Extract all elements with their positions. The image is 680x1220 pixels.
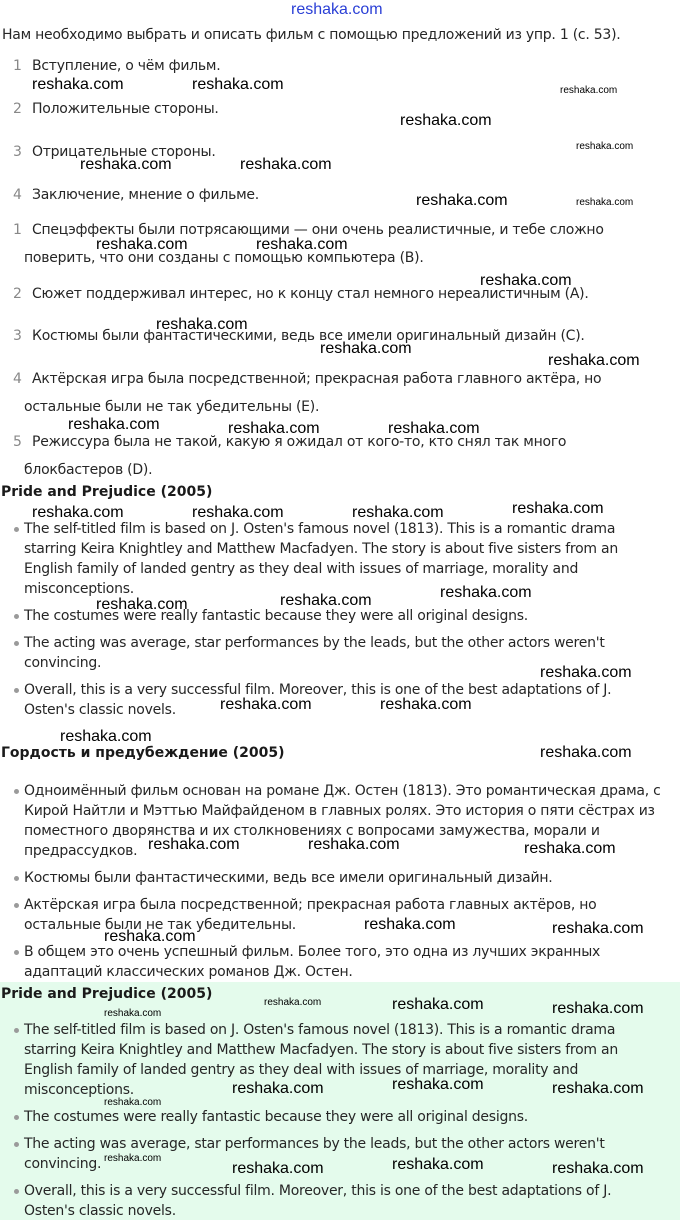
review-line: Костюмы были фантастическими, ведь все имели оригинальный дизайн. bbox=[24, 870, 553, 886]
watermark: reshaka.com bbox=[380, 696, 472, 713]
bullet-dot bbox=[14, 903, 19, 908]
watermark: reshaka.com bbox=[548, 352, 640, 369]
plan-number: 1 bbox=[13, 58, 22, 74]
phrase-line: Костюмы были фантастическими, ведь все имели оригинальный дизайн (C). bbox=[32, 328, 585, 344]
watermark: reshaka.com bbox=[560, 85, 618, 96]
watermark: reshaka.com bbox=[96, 596, 188, 613]
watermark: reshaka.com bbox=[232, 1080, 324, 1097]
review-line: Актёрская игра была посредственной; прекрасная работа главных актёров, но bbox=[24, 897, 597, 913]
plan-item: Положительные стороны. bbox=[32, 101, 219, 117]
review-line: Osten's classic novels. bbox=[24, 702, 176, 718]
watermark: reshaka.com bbox=[96, 236, 188, 253]
plan-item: Вступление, о чём фильм. bbox=[32, 58, 221, 74]
phrase-line: остальные были не так убедительны (E). bbox=[24, 399, 320, 415]
watermark: reshaka.com bbox=[308, 836, 400, 853]
watermark: reshaka.com bbox=[104, 928, 196, 945]
watermark: reshaka.com bbox=[364, 916, 456, 933]
bullet-dot bbox=[14, 789, 19, 794]
watermark: reshaka.com bbox=[104, 1097, 162, 1108]
watermark: reshaka.com bbox=[148, 836, 240, 853]
review-line: поместного дворянства и их столкновениях с вопросами замужества, морали и bbox=[24, 823, 600, 839]
phrase-line: Режиссура была не такой, какую я ожидал от кого-то, кто снял так много bbox=[32, 434, 567, 450]
watermark: reshaka.com bbox=[576, 197, 634, 208]
review-line: The costumes were really fantastic because they were all original designs. bbox=[24, 1109, 528, 1125]
plan-number: 2 bbox=[13, 101, 22, 117]
watermark: reshaka.com bbox=[512, 500, 604, 517]
bullet-dot bbox=[14, 614, 19, 619]
watermark: reshaka.com bbox=[104, 1153, 162, 1164]
watermark: reshaka.com bbox=[320, 340, 412, 357]
review-line: Кирой Найтли и Мэттью Майфайденом в главных ролях. Это история о пяти сёстрах из bbox=[24, 803, 655, 819]
bullet-dot bbox=[14, 1189, 19, 1194]
watermark: reshaka.com bbox=[60, 728, 152, 745]
watermark: reshaka.com bbox=[388, 420, 480, 437]
review-line: convincing. bbox=[24, 655, 102, 671]
phrase-line: Спецэффекты были потрясающими — они очень реалистичные, и тебе сложно bbox=[32, 222, 604, 238]
watermark: reshaka.com bbox=[192, 76, 284, 93]
bullet-dot bbox=[14, 1115, 19, 1120]
watermark: reshaka.com bbox=[192, 504, 284, 521]
bullet-dot bbox=[14, 688, 19, 693]
watermark: reshaka.com bbox=[256, 236, 348, 253]
watermark: reshaka.com bbox=[576, 141, 634, 152]
review-line: English family of landed gentry as they deal with issues of marriage, morality and bbox=[24, 1062, 579, 1078]
task-intro: Нам необходимо выбрать и описать фильм с помощью предложений из упр. 1 (с. 53). bbox=[2, 27, 621, 43]
review-title: Pride and Prejudice (2005) bbox=[1, 986, 213, 1002]
watermark: reshaka.com bbox=[392, 996, 484, 1013]
watermark: reshaka.com bbox=[524, 840, 616, 857]
bullet-dot bbox=[14, 1028, 19, 1033]
review-line: convincing. bbox=[24, 1156, 102, 1172]
watermark: reshaka.com bbox=[540, 664, 632, 681]
review-line: starring Keira Knightley and Matthew Macfadyen. The story is about five sisters from an bbox=[24, 541, 618, 557]
review-line: starring Keira Knightley and Matthew Macfadyen. The story is about five sisters from an bbox=[24, 1042, 618, 1058]
review-line: предрассудков. bbox=[24, 843, 138, 859]
phrase-number: 2 bbox=[13, 286, 22, 302]
review-line: The self-titled film is based on J. Osten's famous novel (1813). This is a romantic drama bbox=[24, 1022, 616, 1038]
bullet-dot bbox=[14, 1142, 19, 1147]
watermark: reshaka.com bbox=[264, 997, 322, 1008]
plan-number: 3 bbox=[13, 144, 22, 160]
watermark: reshaka.com bbox=[352, 504, 444, 521]
plan-item: Заключение, мнение о фильме. bbox=[32, 187, 259, 203]
watermark: reshaka.com bbox=[32, 76, 124, 93]
plan-number: 4 bbox=[13, 187, 22, 203]
phrase-number: 3 bbox=[13, 328, 22, 344]
watermark: reshaka.com bbox=[240, 156, 332, 173]
site-link[interactable]: reshaka.com bbox=[291, 1, 383, 18]
phrase-line: Сюжет поддерживал интерес, но к концу стал немного нереалистичным (A). bbox=[32, 286, 589, 302]
watermark: reshaka.com bbox=[540, 744, 632, 761]
review-line: адаптаций классических романов Дж. Остен. bbox=[24, 964, 353, 980]
watermark: reshaka.com bbox=[68, 416, 160, 433]
plan-item: Отрицательные стороны. bbox=[32, 144, 216, 160]
watermark: reshaka.com bbox=[392, 1076, 484, 1093]
watermark: reshaka.com bbox=[480, 272, 572, 289]
watermark: reshaka.com bbox=[228, 420, 320, 437]
review-line: The acting was average, star performances by the leads, but the other actors weren't bbox=[24, 1136, 605, 1152]
watermark: reshaka.com bbox=[440, 584, 532, 601]
watermark: reshaka.com bbox=[156, 316, 248, 333]
watermark: reshaka.com bbox=[104, 1008, 162, 1019]
review-line: English family of landed gentry as they deal with issues of marriage, morality and bbox=[24, 561, 579, 577]
phrase-line: поверить, что они созданы с помощью компьютера (B). bbox=[24, 250, 424, 266]
watermark: reshaka.com bbox=[232, 1160, 324, 1177]
review-line: В общем это очень успешный фильм. Более того, это одна из лучших экранных bbox=[24, 944, 601, 960]
review-line: misconceptions. bbox=[24, 1082, 134, 1098]
watermark: reshaka.com bbox=[80, 156, 172, 173]
review-line: The acting was average, star performances by the leads, but the other actors weren't bbox=[24, 635, 605, 651]
watermark: reshaka.com bbox=[392, 1156, 484, 1173]
bullet-dot bbox=[14, 876, 19, 881]
phrase-number: 5 bbox=[13, 434, 22, 450]
review-line: Одноимённый фильм основан на романе Дж. Остен (1813). Это романтическая драма, с bbox=[24, 783, 661, 799]
review-line: misconceptions. bbox=[24, 581, 134, 597]
phrase-number: 1 bbox=[13, 222, 22, 238]
review-line: остальные были не так убедительны. bbox=[24, 917, 296, 933]
review-line: Overall, this is a very successful film. Moreover, this is one of the best adaptations of J. bbox=[24, 682, 612, 698]
watermark: reshaka.com bbox=[552, 1160, 644, 1177]
review-line: Osten's classic novels. bbox=[24, 1203, 176, 1219]
review-title: Гордость и предубеждение (2005) bbox=[1, 745, 285, 761]
phrase-number: 4 bbox=[13, 371, 22, 387]
bullet-dot bbox=[14, 641, 19, 646]
watermark: reshaka.com bbox=[220, 696, 312, 713]
review-line: Overall, this is a very successful film. Moreover, this is one of the best adaptations of J. bbox=[24, 1183, 612, 1199]
watermark: reshaka.com bbox=[552, 920, 644, 937]
watermark: reshaka.com bbox=[552, 1000, 644, 1017]
phrase-line: блокбастеров (D). bbox=[24, 462, 153, 478]
bullet-dot bbox=[14, 950, 19, 955]
review-title: Pride and Prejudice (2005) bbox=[1, 484, 213, 500]
review-line: The costumes were really fantastic because they were all original designs. bbox=[24, 608, 528, 624]
phrase-line: Актёрская игра была посредственной; прекрасная работа главного актёра, но bbox=[32, 371, 602, 387]
watermark: reshaka.com bbox=[552, 1080, 644, 1097]
review-line: The self-titled film is based on J. Osten's famous novel (1813). This is a romantic drama bbox=[24, 521, 616, 537]
watermark: reshaka.com bbox=[280, 592, 372, 609]
bullet-dot bbox=[14, 527, 19, 532]
watermark: reshaka.com bbox=[32, 504, 124, 521]
watermark: reshaka.com bbox=[400, 112, 492, 129]
watermark: reshaka.com bbox=[416, 192, 508, 209]
